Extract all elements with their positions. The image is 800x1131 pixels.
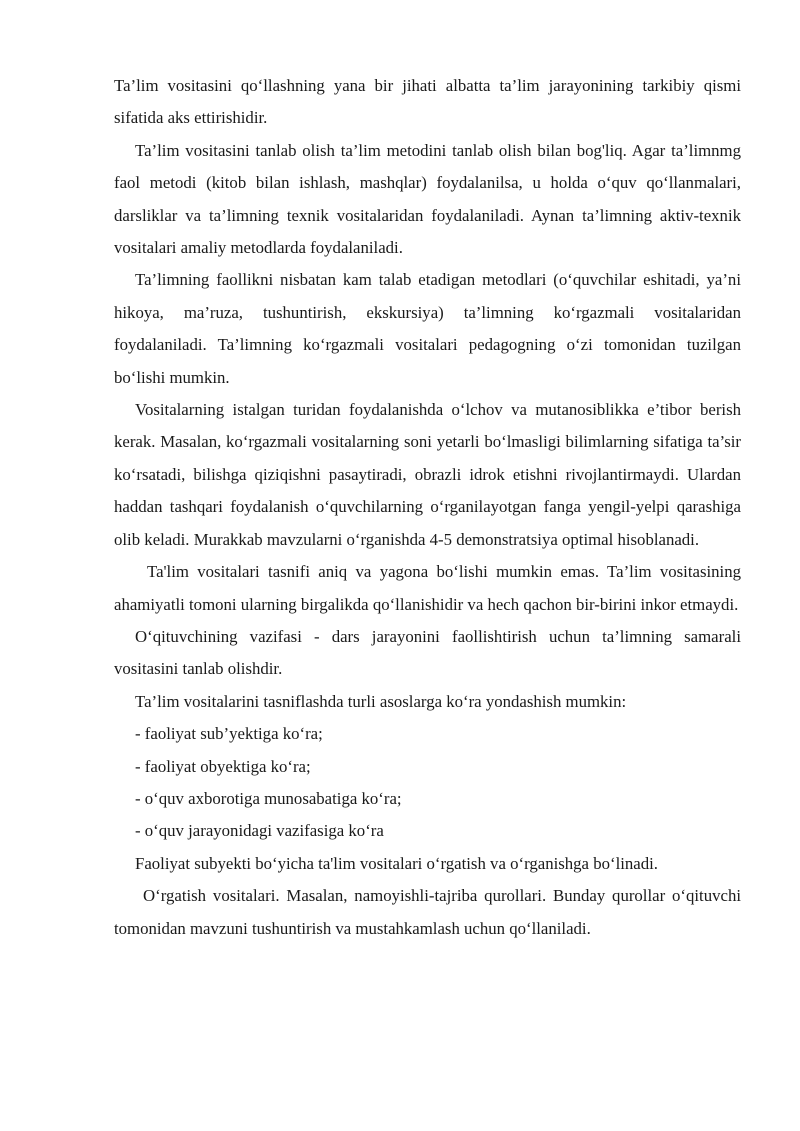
document-body — [114, 70, 741, 945]
list-item: - o‘quv jarayonidagi vazifasiga ko‘ra — [135, 821, 384, 841]
paragraph: Ta'lim vositalari tasnifi aniq va yagona bo‘lishi mumkin emas. Ta’lim vositasining ahamiyatli tomoni ularning birgalikda qo‘llanishidir va hech qachon bir-birini inkor etmaydi. — [114, 562, 741, 614]
paragraph: O‘rgatish vositalari. Masalan, namoyishli-tajriba qurollari. Bunday qurollar o‘qituvchi tomonidan mavzuni tushuntirish va mustahkamlash uchun qo‘llaniladi. — [114, 886, 741, 938]
paragraph: Ta’lim vositalarini tasniflashda turli asoslarga ko‘ra yondashish mumkin: — [135, 691, 627, 711]
list-item: - o‘quv axborotiga munosabatiga ko‘ra; — [135, 788, 402, 808]
list-item: - faoliyat sub’yektiga ko‘ra; — [135, 724, 323, 744]
paragraph: Ta’lim vositasini qo‘llashning yana bir jihati albatta ta’lim jarayonining tarkibiy qismi sifatida aks ettirishidir. — [114, 76, 741, 128]
list-item: - faoliyat obyektiga ko‘ra; — [135, 756, 311, 776]
paragraph: Ta’lim vositasini tanlab olish ta’lim metodini tanlab olish bilan bog'liq. Agar ta’limnmg faol metodi (kitob bilan ishlash, mashqlar) foydalanilsa, u holda o‘quv qo‘llanmalari, darsliklar va ta’limning texnik vositalaridan foydalaniladi. Aynan ta’limning aktiv-texnik vositalari amaliy metodlarda foydalaniladi. — [114, 140, 741, 258]
paragraph: Vositalarning istalgan turidan foydalanishda o‘lchov va mutanosiblikka e’tibor berish kerak. Masalan, ko‘rgazmali vositalarning soni yetarli bo‘lmasligi bilimlarning sifatiga ta’sir ko‘rsatadi, bilishga qiziqishni pasaytiradi, obrazli idrok etishni rivojlantirmaydi. Ulardan haddan tashqari foydalanish o‘quvchilarning o‘rganilayotgan fanga yengil-yelpi qarashiga olib keladi. Murakkab mavzularni o‘rganishda 4-5 demonstratsiya optimal hisoblanadi. — [114, 400, 741, 549]
paragraph: Ta’limning faollikni nisbatan kam talab etadigan metodlari (o‘quvchilar eshitadi, ya’ni hikoya, ma’ruza, tushuntirish, ekskursiya) ta’limning ko‘rgazmali vositalaridan foydalaniladi. Ta’limning ko‘rgazmali vositalari pedagogning o‘zi tomonidan tuzilgan bo‘lishi mumkin. — [114, 270, 741, 387]
paragraph: Faoliyat subyekti bo‘yicha ta'lim vositalari o‘rgatish va o‘rganishga bo‘linadi. — [135, 853, 658, 873]
paragraph: O‘qituvchining vazifasi - dars jarayonini faollishtirish uchun ta’limning samarali vositasini tanlab olishdir. — [114, 626, 741, 679]
